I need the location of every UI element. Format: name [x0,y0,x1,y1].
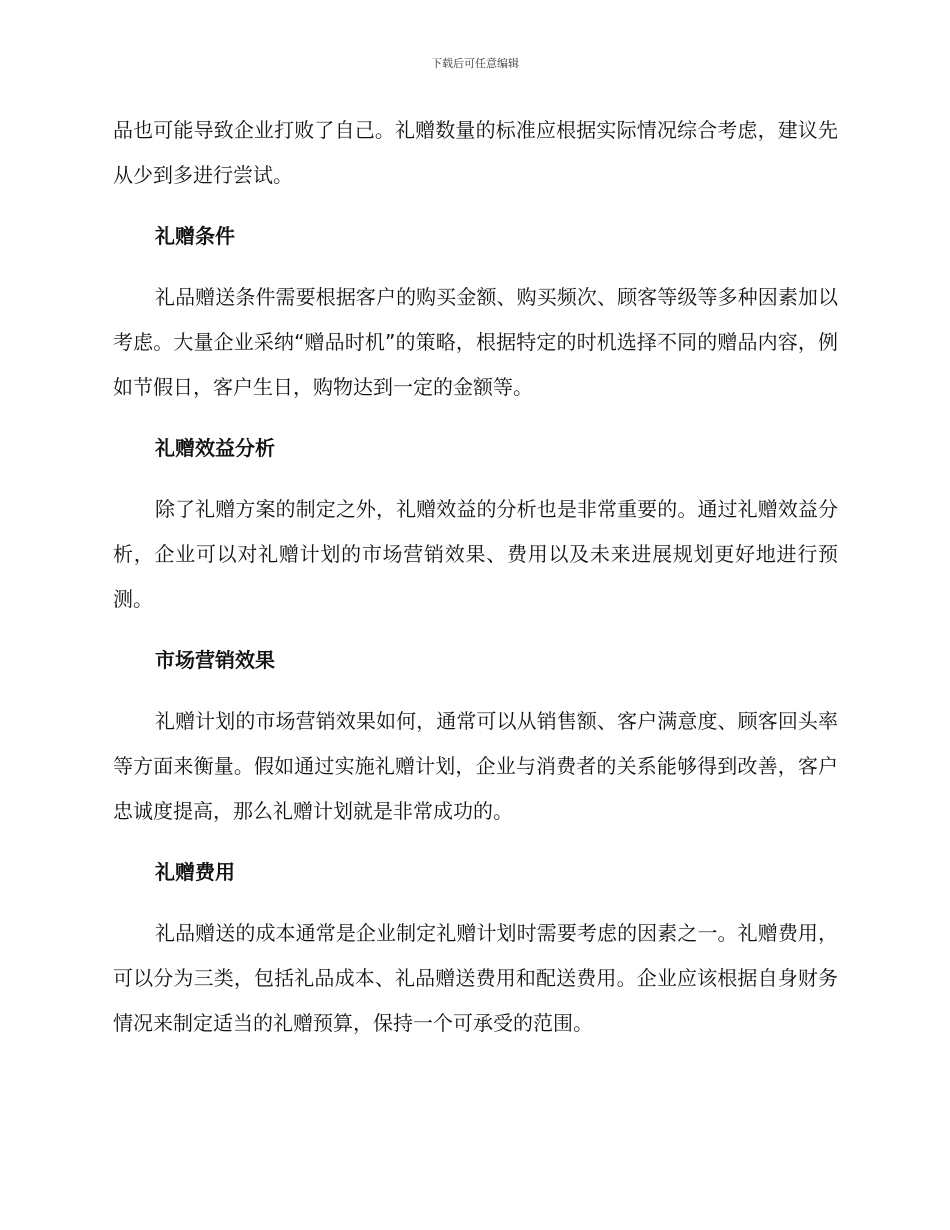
page-header: 下载后可任意编辑 [431,57,519,70]
conditions-paragraph: 礼品赠送条件需要根据客户的购买金额、购买频次、顾客等级等多种因素加以考虑。大量企业采纳“赠品时机”的策略，根据特定的时机选择不同的赠品内容，例如节假日，客户生日，购物达到一定的金额等。 [113,285,838,399]
benefit-analysis-paragraph: 除了礼赠方案的制定之外，礼赠效益的分析也是非常重要的。通过礼赠效益分析，企业可以对礼赠计划的市场营销效果、费用以及未来进展规划更好地进行预测。 [113,497,838,611]
intro-paragraph: 品也可能导致企业打败了自己。礼赠数量的标准应根据实际情况综合考虑，建议先从少到多进行尝试。 [113,118,838,187]
heading-conditions: 礼赠条件 [155,224,235,248]
cost-paragraph: 礼品赠送的成本通常是企业制定礼赠计划时需要考虑的因素之一。礼赠费用，可以分为三类，包括礼品成本、礼品赠送费用和配送费用。企业应该根据自身财务情况来制定适当的礼赠预算，保持一个可承受的范围。 [113,921,838,1035]
marketing-paragraph: 礼赠计划的市场营销效果如何，通常可以从销售额、客户满意度、顾客回头率等方面来衡量。假如通过实施礼赠计划，企业与消费者的关系能够得到改善，客户忠诚度提高，那么礼赠计划就是非常成功的。 [113,709,838,823]
heading-cost: 礼赠费用 [155,860,235,884]
document-body [113,108,838,1046]
heading-benefit-analysis: 礼赠效益分析 [155,436,275,460]
heading-marketing: 市场营销效果 [155,648,275,672]
